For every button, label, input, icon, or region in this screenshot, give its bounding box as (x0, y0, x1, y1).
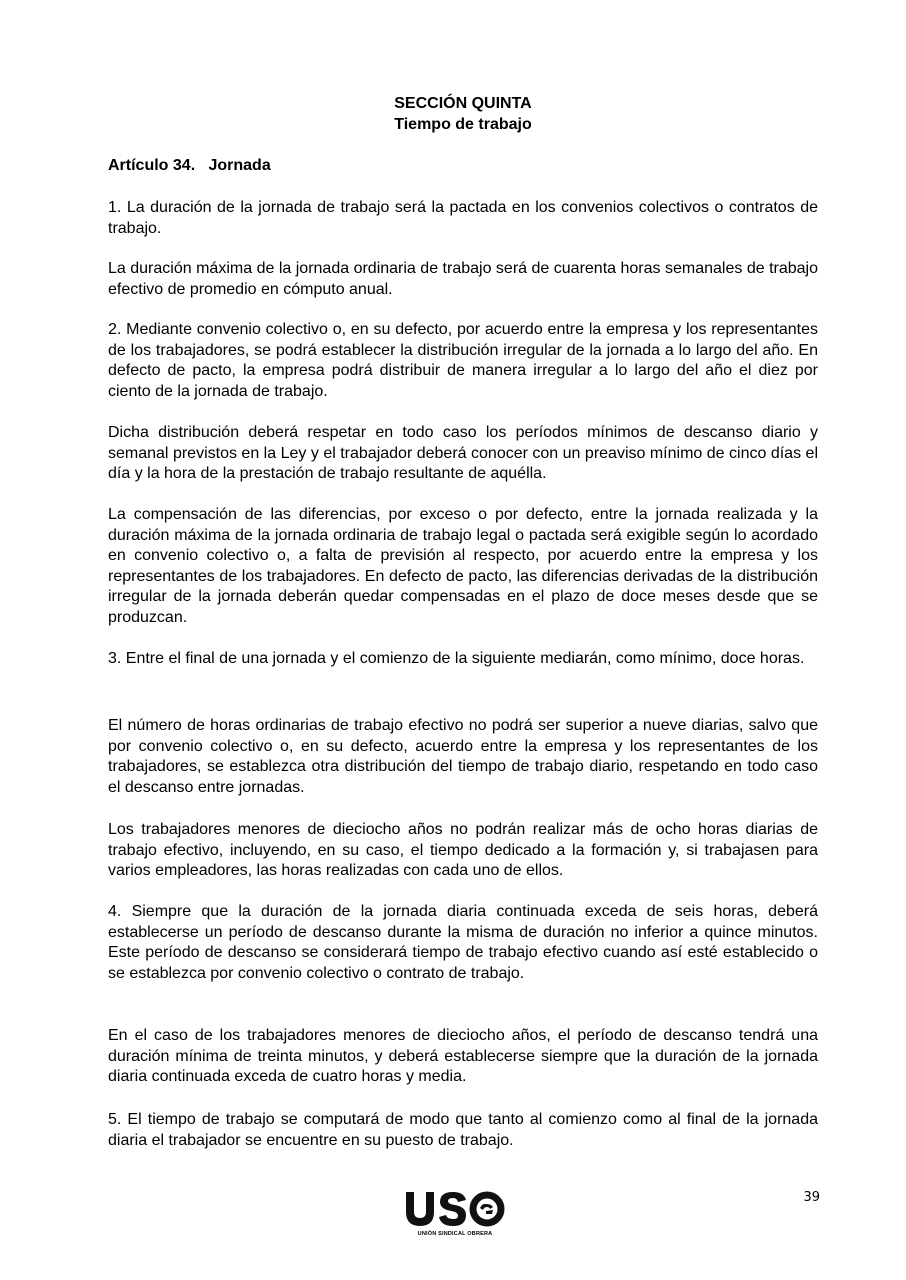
section-label: SECCIÓN QUINTA (394, 95, 532, 112)
article-title: Artículo 34. Jornada (108, 157, 271, 174)
paragraph-5: La compensación de las diferencias, por exceso o por defecto, entre la jornada realizada y la duración máxima de la jornada ordinaria de trabajo legal o pactada será exigible según lo acordado en convenio colectivo o, a falta de previsión al respecto, por acuerdo entre la empresa y los representantes de los trabajadores. En defecto de pacto, las diferencias derivadas de la distribución irregular de la jornada deberán quedar compensadas en el plazo de doce meses desde que se produzcan. (108, 506, 818, 626)
paragraph-6: 3. Entre el final de una jornada y el comienzo de la siguiente mediarán, como mínimo, doce horas. (108, 650, 805, 667)
paragraph-9: 4. Siempre que la duración de la jornada diaria continuada exceda de seis horas, deberá establecerse un período de descanso durante la misma de duración no inferior a quince minutos. Este período de descanso se considerará tiempo de trabajo efectivo cuando así esté establecido o se establezca por convenio colectivo o contrato de trabajo. (108, 903, 818, 982)
uso-logo (400, 1188, 510, 1240)
paragraph-7: El número de horas ordinarias de trabajo efectivo no podrá ser superior a nueve diarias, salvo que por convenio colectivo o, en su defecto, acuerdo entre la empresa y los representantes de los trabajadores, se establezca otra distribución del tiempo de trabajo diario, respetando en todo caso el descanso entre jornadas. (108, 717, 818, 796)
paragraph-10: En el caso de los trabajadores menores de dieciocho años, el período de descanso tendrá una duración mínima de treinta minutos, y deberá establecerse siempre que la duración de la jornada diaria continuada exceda de cuatro horas y media. (108, 1027, 818, 1085)
page-number: 39 (803, 1190, 820, 1205)
uso-logo-mark (400, 1188, 510, 1230)
paragraph-11: 5. El tiempo de trabajo se computará de modo que tanto al comienzo como al final de la jornada diaria el trabajador se encuentre en su puesto de trabajo. (108, 1111, 818, 1149)
section-subtitle: Tiempo de trabajo (394, 116, 532, 133)
logo-caption: UNIÓN SINDICAL OBRERA (417, 1231, 493, 1237)
paragraph-8: Los trabajadores menores de dieciocho años no podrán realizar más de ocho horas diarias de trabajo efectivo, incluyendo, en su caso, el tiempo dedicado a la formación y, si trabajasen para varios empleadores, las horas realizadas con cada uno de ellos. (108, 821, 818, 879)
paragraph-1: 1. La duración de la jornada de trabajo será la pactada en los convenios colectivos o contratos de trabajo. (108, 199, 818, 237)
paragraph-2: La duración máxima de la jornada ordinaria de trabajo será de cuarenta horas semanales de trabajo efectivo de promedio en cómputo anual. (108, 260, 818, 298)
paragraph-4: Dicha distribución deberá respetar en todo caso los períodos mínimos de descanso diario y semanal previstos en la Ley y el trabajador deberá conocer con un preaviso mínimo de cinco días el día y la hora de la prestación de trabajo resultante de aquélla. (108, 424, 818, 482)
paragraph-3: 2. Mediante convenio colectivo o, en su defecto, por acuerdo entre la empresa y los representantes de los trabajadores, se podrá establecer la distribución irregular de la jornada a lo largo del año. En defecto de pacto, la empresa podrá distribuir de manera irregular a lo largo del año el diez por ciento de la jornada de trabajo. (108, 321, 818, 400)
